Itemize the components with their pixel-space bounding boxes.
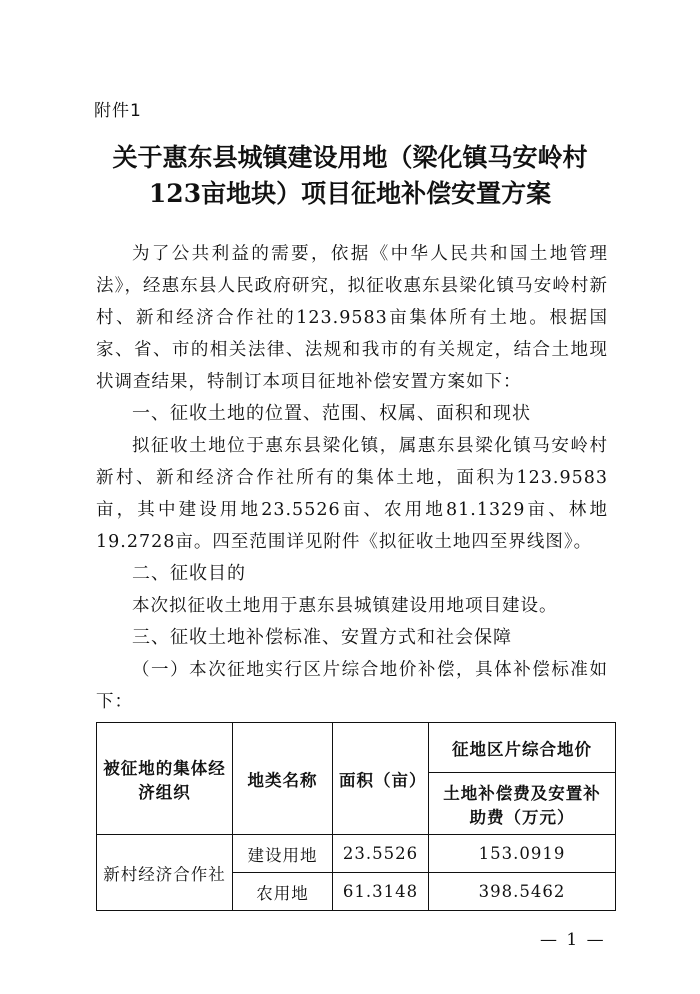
compensation-table <box>96 722 616 911</box>
section-3-heading: 三、征收土地补偿标准、安置方式和社会保障 <box>132 627 512 648</box>
area-cell: 23.5526 <box>333 835 429 873</box>
header-land-type: 地类名称 <box>233 723 333 835</box>
title-line-2: 123亩地块）项目征地补偿安置方案 <box>148 179 552 208</box>
title-line-1: 关于惠东县城镇建设用地（梁化镇马安岭村 <box>112 143 588 172</box>
document-title <box>60 140 640 212</box>
land-type-cell: 建设用地 <box>233 835 333 873</box>
area-cell: 61.3148 <box>333 873 429 911</box>
section-1-heading: 一、征收土地的位置、范围、权属、面积和现状 <box>132 403 531 424</box>
page-number: — 1 — <box>540 930 606 950</box>
price-cell: 398.5462 <box>429 873 616 911</box>
section-2-heading: 二、征收目的 <box>132 563 246 584</box>
header-area: 面积（亩） <box>333 723 429 835</box>
land-type-cell: 农用地 <box>233 873 333 911</box>
section-1-text: 拟征收土地位于惠东县梁化镇，属惠东县梁化镇马安岭村新村、新和经济合作社所有的集体土地，面积为123.9583亩，其中建设用地23.5526亩、农用地81.1329亩、林地19.2728亩。四至范围详见附件《拟征收土地四至界线图》。 <box>96 436 608 552</box>
intro-paragraph: 为了公共利益的需要，依据《中华人民共和国土地管理法》，经惠东县人民政府研究，拟征收惠东县梁化镇马安岭村新村、新和经济合作社的123.9583亩集体所有土地。根据国家、省、市的相关法律、法规和我市的有关规定，结合土地现状调查结果，特制订本项目征地补偿安置方案如下： <box>96 244 608 392</box>
document-body <box>96 238 608 718</box>
header-org: 被征地的集体经济组织 <box>97 723 233 835</box>
header-price: 土地补偿费及安置补助费（万元） <box>429 773 616 835</box>
price-cell: 153.0919 <box>429 835 616 873</box>
org-cell: 新村经济合作社 <box>97 835 233 911</box>
attachment-label: 附件1 <box>94 101 142 121</box>
table-row <box>97 835 616 873</box>
section-3-sub-1: （一）本次征地实行区片综合地价补偿，具体补偿标准如下： <box>96 660 608 712</box>
header-price-group: 征地区片综合地价 <box>429 723 616 773</box>
section-2-text: 本次拟征收土地用于惠东县城镇建设用地项目建设。 <box>132 596 558 616</box>
